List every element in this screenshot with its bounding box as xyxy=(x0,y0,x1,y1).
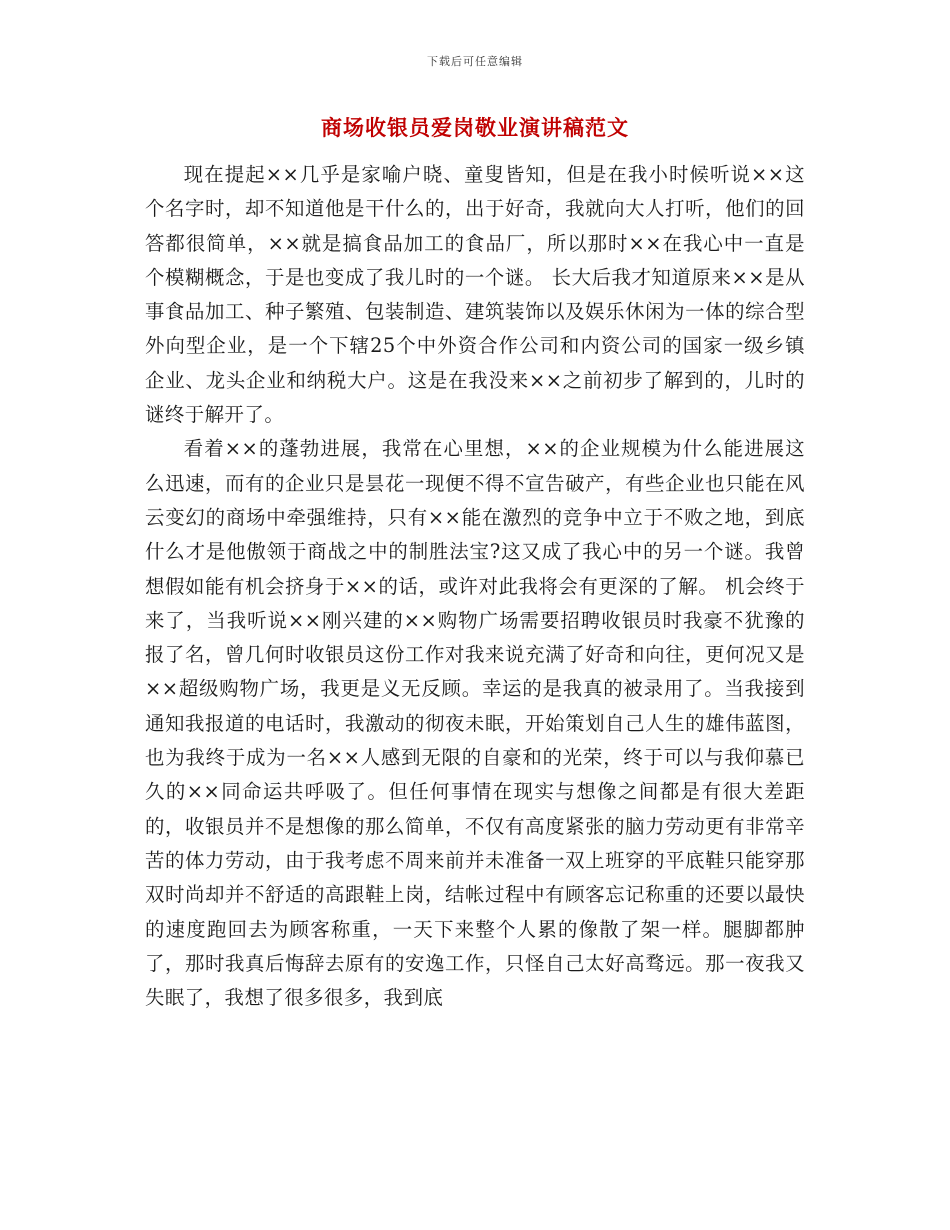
body-paragraph: 看着××的蓬勃进展，我常在心里想，××的企业规模为什么能进展这么迅速，而有的企业只是昙花一现便不得不宣告破产，有些企业也只能在风云变幻的商场中牵强维持，只有××能在激烈的竞争中立于不败之地，到底什么才是他傲领于商战之中的制胜法宝?这又成了我心中的另一个谜。我曾想假如能有机会挤身于××的话，或许对此我将会有更深的了解。 机会终于来了，当我听说××刚兴建的××购物广场需要招聘收银员时我豪不犹豫的报了名，曾几何时收银员这份工作对我来说充满了好奇和向往，更何况又是××超级购物广场，我更是义无反顾。幸运的是我真的被录用了。当我接到通知我报道的电话时，我激动的彻夜未眠，开始策划自己人生的雄伟蓝图，也为我终于成为一名××人感到无限的自豪和的光荣，终于可以与我仰慕已久的××同命运共呼吸了。但任何事情在现实与想像之间都是有很大差距的，收银员并不是想像的那么简单，不仅有高度紧张的脑力劳动更有非常辛苦的体力劳动，由于我考虑不周来前并未准备一双上班穿的平底鞋只能穿那双时尚却并不舒适的高跟鞋上岗，结帐过程中有顾客忘记称重的还要以最快的速度跑回去为顾客称重，一天下来整个人累的像散了架一样。腿脚都肿了，那时我真后悔辞去原有的安逸工作，只怪自己太好高骛远。那一夜我又失眠了，我想了很多很多，我到底 xyxy=(145,437,805,1010)
body-paragraph: 现在提起××几乎是家喻户晓、童叟皆知，但是在我小时候听说××这个名字时，却不知道他是干什么的，出于好奇，我就向大人打听，他们的回答都很简单，××就是搞食品加工的食品厂，所以那时××在我心中一直是个模糊概念，于是也变成了我儿时的一个谜。 长大后我才知道原来××是从事食品加工、种子繁殖、包装制造、建筑装饰以及娱乐休闲为一体的综合型外向型企业，是一个下辖25个中外资合作公司和内资公司的国家一级乡镇企业、龙头企业和纳税大户。这是在我没来××之前初步了解到的，儿时的谜终于解开了。 xyxy=(145,163,805,427)
document-body xyxy=(145,158,805,1015)
header-note: 下载后可任意编辑 xyxy=(427,55,523,68)
document-title: 商场收银员爱岗敬业演讲稿范文 xyxy=(321,116,629,140)
